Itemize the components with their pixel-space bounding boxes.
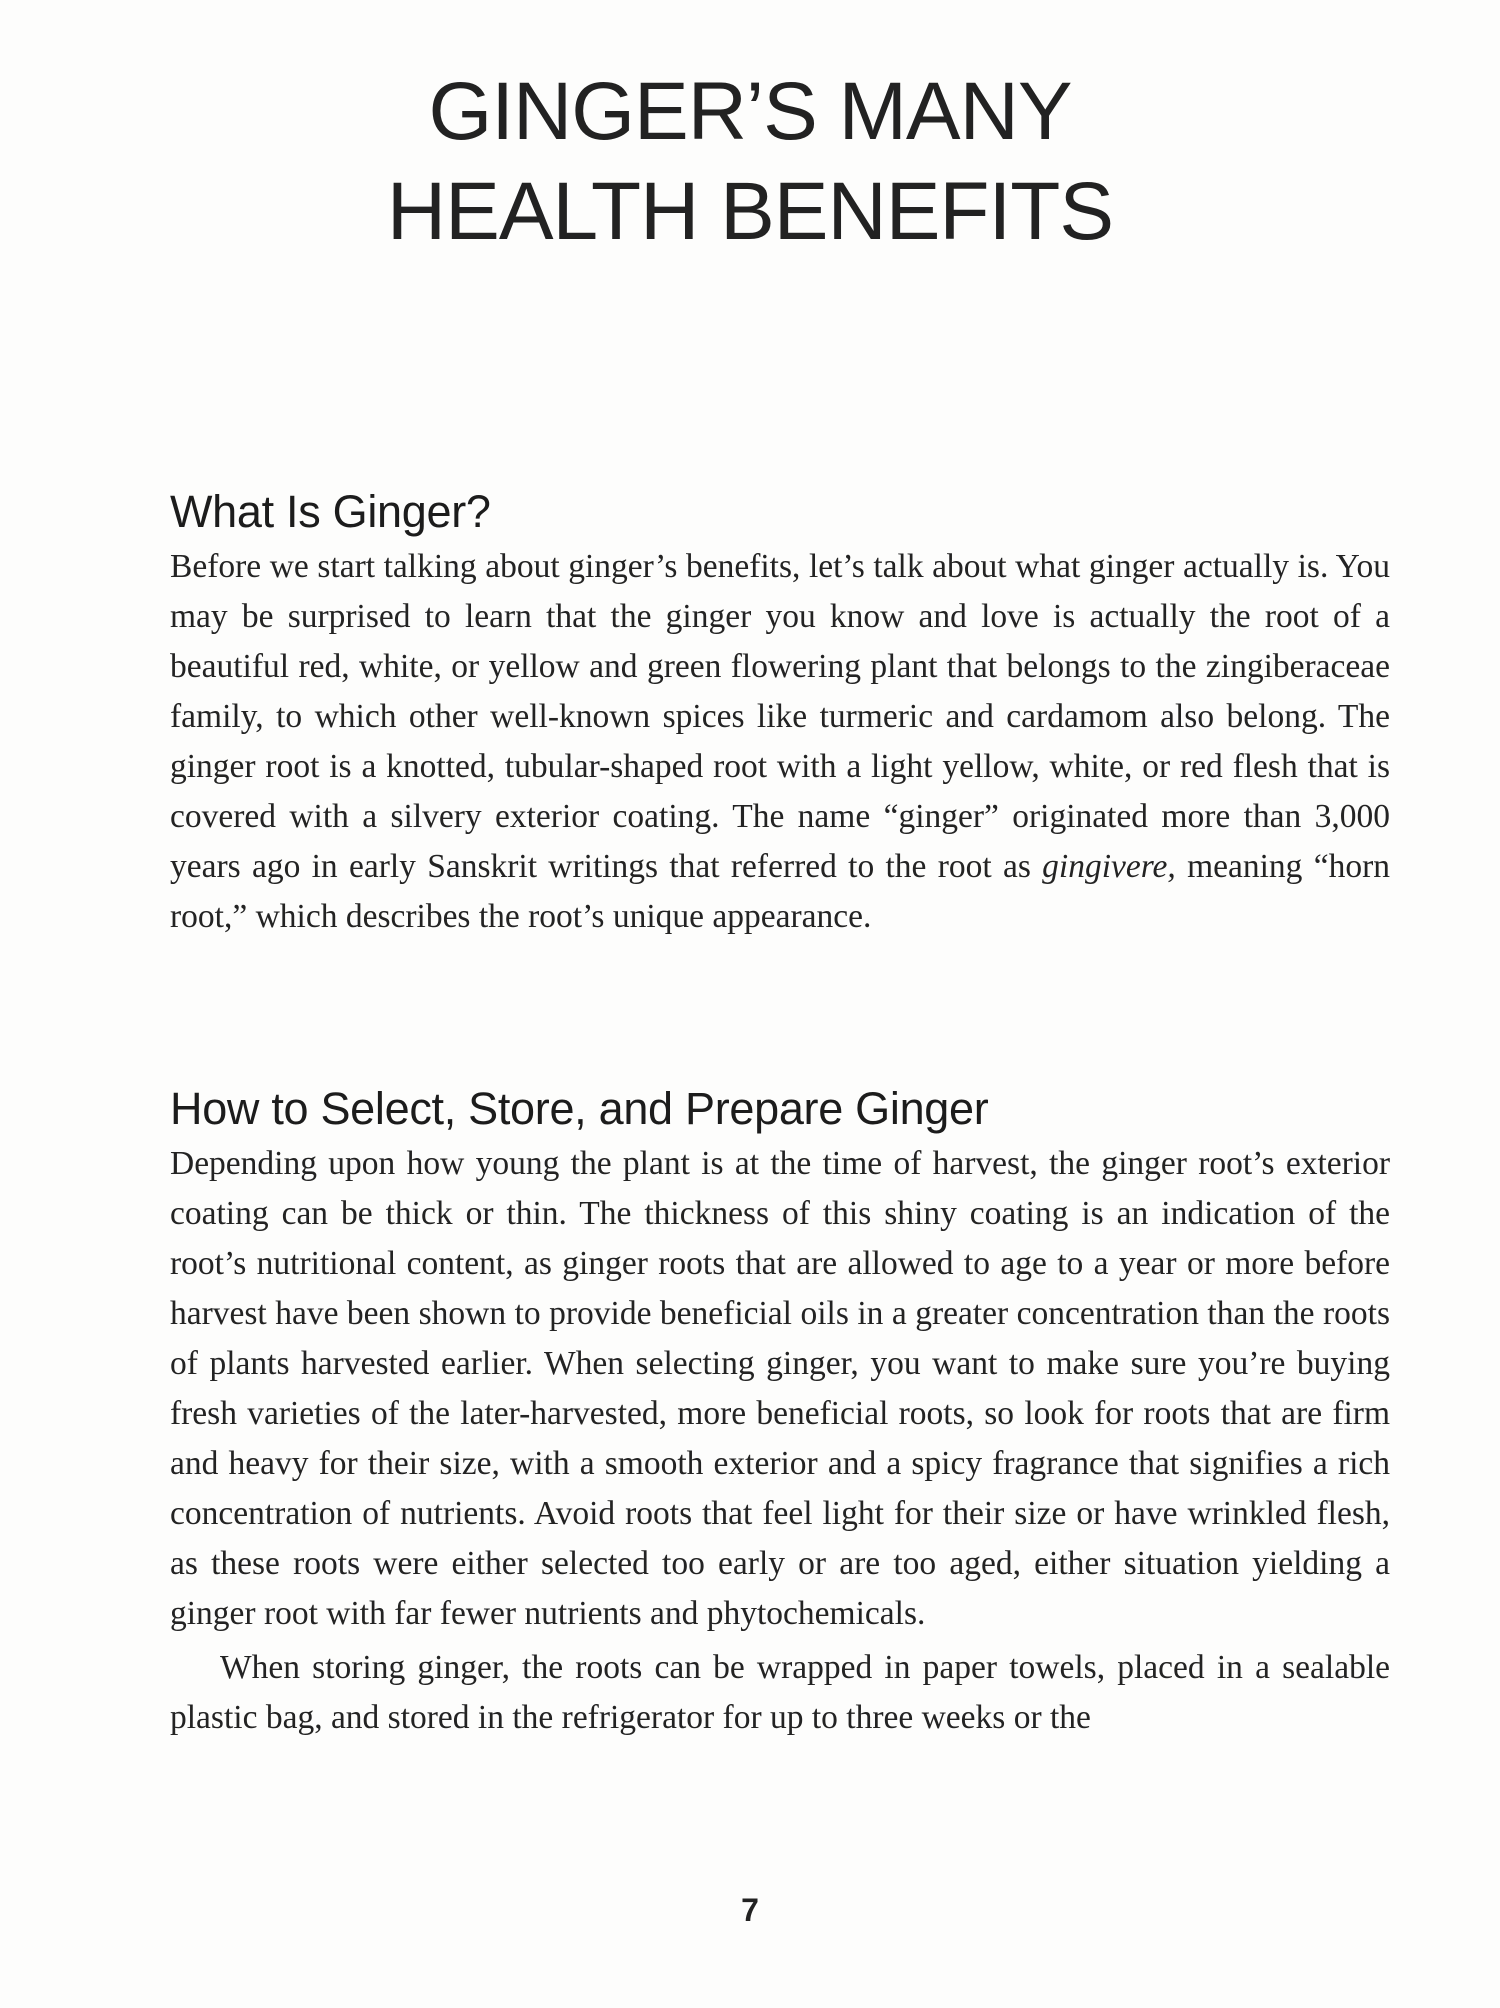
- chapter-title-line-2: HEALTH BENEFITS: [386, 166, 1114, 257]
- section-select-store-prepare: [170, 1081, 1390, 1743]
- chapter-title: [0, 62, 1500, 262]
- chapter-title-line-1: GINGER’S MANY: [428, 66, 1072, 157]
- section-what-is-ginger: [170, 484, 1390, 942]
- section-paragraph: When storing ginger, the roots can be wrapped in paper towels, placed in a sealable plastic bag, and stored in the refrigerator for up to three weeks or the: [170, 1649, 1390, 1736]
- italic-term: gingivere,: [1042, 848, 1176, 885]
- paragraph-text-end: meaning “horn root,” which describes the root’s unique appearance.: [170, 848, 1390, 935]
- paragraph-text-start: Before we start talking about ginger’s benefits, let’s talk about what ginger actually is. You may be surprised to learn that the ginger you know and love is actually the root of a beautiful red, white, or yellow and green flowering plant that belongs to the zingiberaceae family, to which other well-known spices like turmeric and cardamom also belong. The ginger root is a knotted, tubular-shaped root with a light yellow, white, or red flesh that is covered with a silvery exterior coating. The name “ginger” originated more than 3,000 years ago in early Sanskrit writings that referred to the root as: [170, 548, 1390, 885]
- section-heading: What Is Ginger?: [170, 486, 491, 537]
- section-paragraph: Depending upon how young the plant is at the time of harvest, the ginger root’s exterior coating can be thick or thin. The thickness of this shiny coating is an indication of the root’s nutritional content, as ginger roots that are allowed to age to a year or more before harvest have been shown to provide beneficial oils in a greater concentration than the roots of plants harvested earlier. When selecting ginger, you want to make sure you’re buying fresh varieties of the later-harvested, more beneficial roots, so look for roots that are firm and heavy for their size, with a smooth exterior and a spicy fragrance that signifies a rich concentration of nutrients. Avoid roots that feel light for their size or have wrinkled flesh, as these roots were either selected too early or are too aged, either situation yielding a ginger root with far fewer nutrients and phytochemicals.: [170, 1145, 1390, 1632]
- page-number: 7: [741, 1892, 759, 1928]
- section-paragraph: [170, 542, 1390, 942]
- section-heading: How to Select, Store, and Prepare Ginger: [170, 1083, 989, 1134]
